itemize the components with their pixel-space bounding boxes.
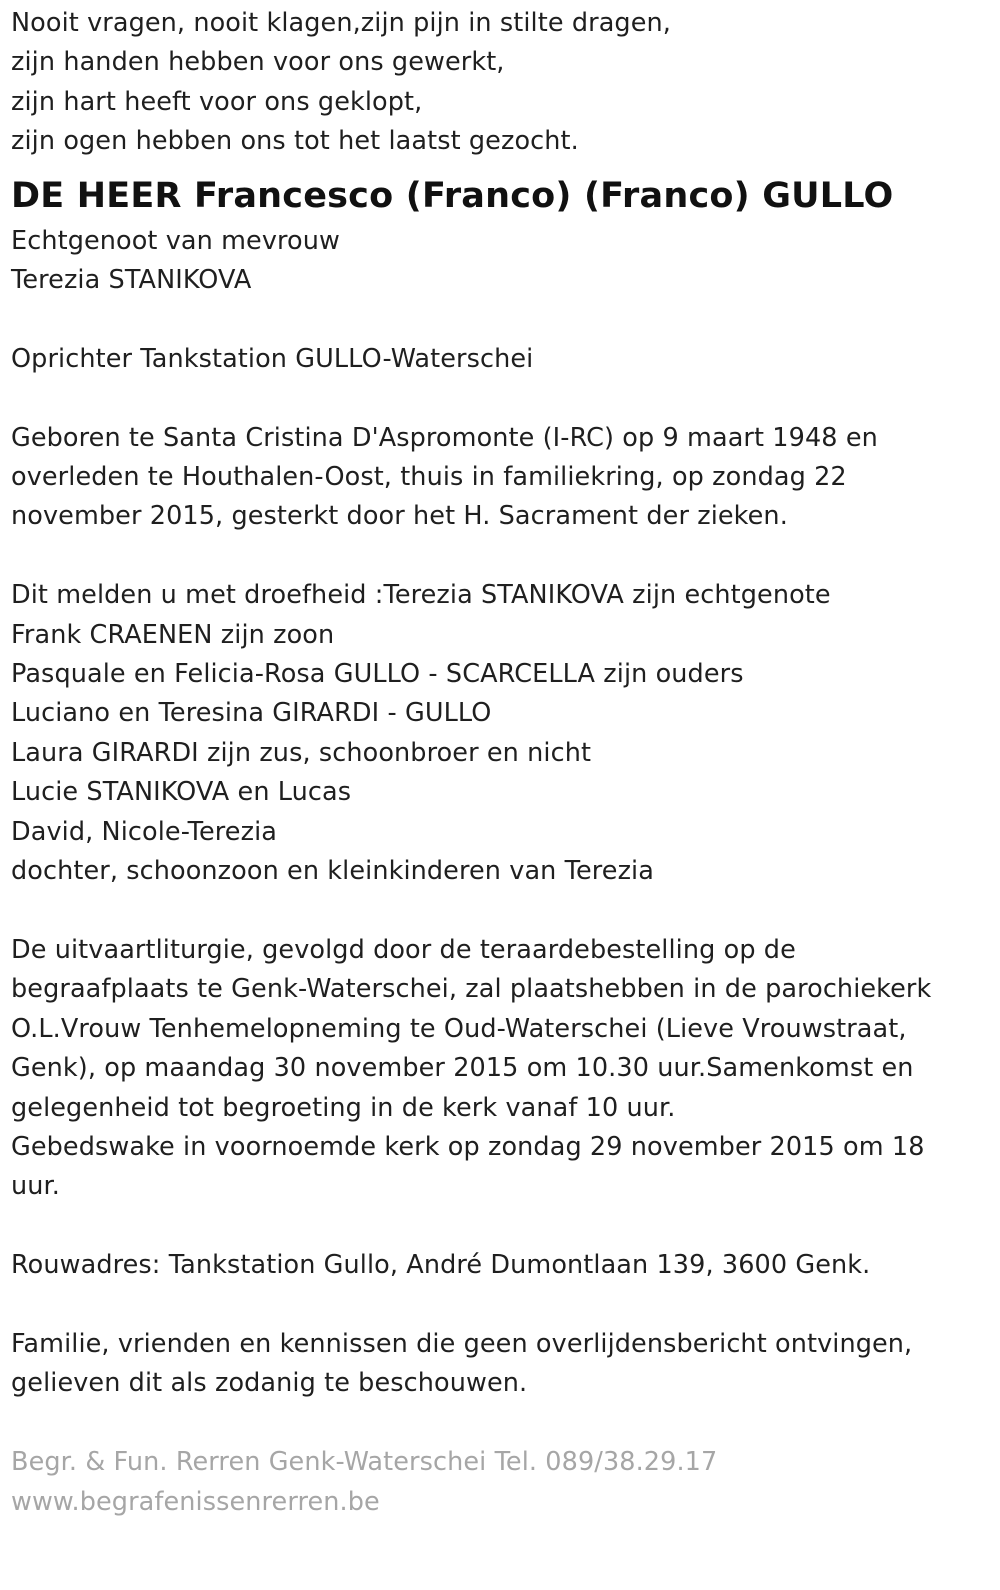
deceased-name: DE HEER Francesco (Franco) (Franco) GULLO — [11, 175, 894, 216]
spouse-info — [11, 222, 1000, 301]
spacer — [11, 300, 1000, 339]
birth-death-info — [11, 419, 1000, 537]
funeral-home: Begr. & Fun. Rerren Genk-Waterschei Tel. 089/38.29.17 — [11, 1447, 718, 1478]
notice-line: gelieven dit als zodanig te beschouwen. — [11, 1368, 528, 1399]
funeral-line: begraafplaats te Genk-Waterschei, zal plaatshebben in de parochiekerk — [11, 974, 932, 1005]
family-line: Lucie STANIKOVA en Lucas — [11, 777, 352, 808]
funeral-line: gelegenheid tot begroeting in de kerk vanaf 10 uur. — [11, 1092, 676, 1123]
notice-line: Familie, vrienden en kennissen die geen overlijdensbericht ontvingen, — [11, 1328, 913, 1359]
family-line: David, Nicole-Terezia — [11, 816, 277, 847]
spacer — [11, 537, 1000, 576]
family-line: Pasquale en Felicia-Rosa GULLO - SCARCELLA zijn ouders — [11, 659, 744, 690]
spacer — [11, 1404, 1000, 1443]
poem-line: Nooit vragen, nooit klagen,zijn pijn in stilte dragen, — [11, 8, 671, 38]
spacer — [11, 1286, 1000, 1325]
footer — [11, 1443, 1000, 1522]
funeral-info — [11, 931, 1000, 1207]
mourning-address: Rouwadres: Tankstation Gullo, André Dumontlaan 139, 3600 Genk. — [11, 1250, 871, 1281]
family-line: Dit melden u met droefheid :Terezia STANIKOVA zijn echtgenote — [11, 580, 831, 611]
funeral-line: O.L.Vrouw Tenhemelopneming te Oud-Waterschei (Lieve Vrouwstraat, — [11, 1013, 907, 1044]
poem-line: zijn ogen hebben ons tot het laatst gezocht. — [11, 126, 579, 157]
occupation: Oprichter Tankstation GULLO-Waterschei — [11, 343, 534, 374]
family-line: Luciano en Teresina GIRARDI - GULLO — [11, 698, 492, 729]
birth-death-line: november 2015, gesterkt door het H. Sacrament der zieken. — [11, 501, 788, 532]
poem-line: zijn hart heeft voor ons geklopt, — [11, 86, 423, 117]
website-link[interactable]: www.begrafenissenrerren.be — [11, 1486, 380, 1517]
funeral-line: uur. — [11, 1171, 60, 1202]
family-line: Laura GIRARDI zijn zus, schoonbroer en nicht — [11, 737, 592, 768]
notice — [11, 1325, 1000, 1404]
spacer — [11, 1207, 1000, 1246]
birth-death-line: Geboren te Santa Cristina D'Aspromonte (I-RC) op 9 maart 1948 en — [11, 422, 878, 453]
spouse-line: Echtgenoot van mevrouw — [11, 225, 340, 256]
spacer — [11, 891, 1000, 930]
funeral-line: Genk), op maandag 30 november 2015 om 10.30 uur.Samenkomst en — [11, 1053, 914, 1084]
poem-line: zijn handen hebben voor ons gewerkt, — [11, 47, 505, 78]
funeral-line: De uitvaartliturgie, gevolgd door de teraardebestelling op de — [11, 934, 796, 965]
family-list — [11, 576, 1000, 891]
family-line: dochter, schoonzoon en kleinkinderen van Terezia — [11, 856, 654, 887]
funeral-line: Gebedswake in voornoemde kerk op zondag 29 november 2015 om 18 — [11, 1131, 925, 1162]
poem — [11, 4, 1000, 162]
birth-death-line: overleden te Houthalen-Oost, thuis in familiekring, op zondag 22 — [11, 462, 847, 493]
family-line: Frank CRAENEN zijn zoon — [11, 619, 335, 650]
spacer — [11, 379, 1000, 418]
spouse-line: Terezia STANIKOVA — [11, 265, 252, 296]
